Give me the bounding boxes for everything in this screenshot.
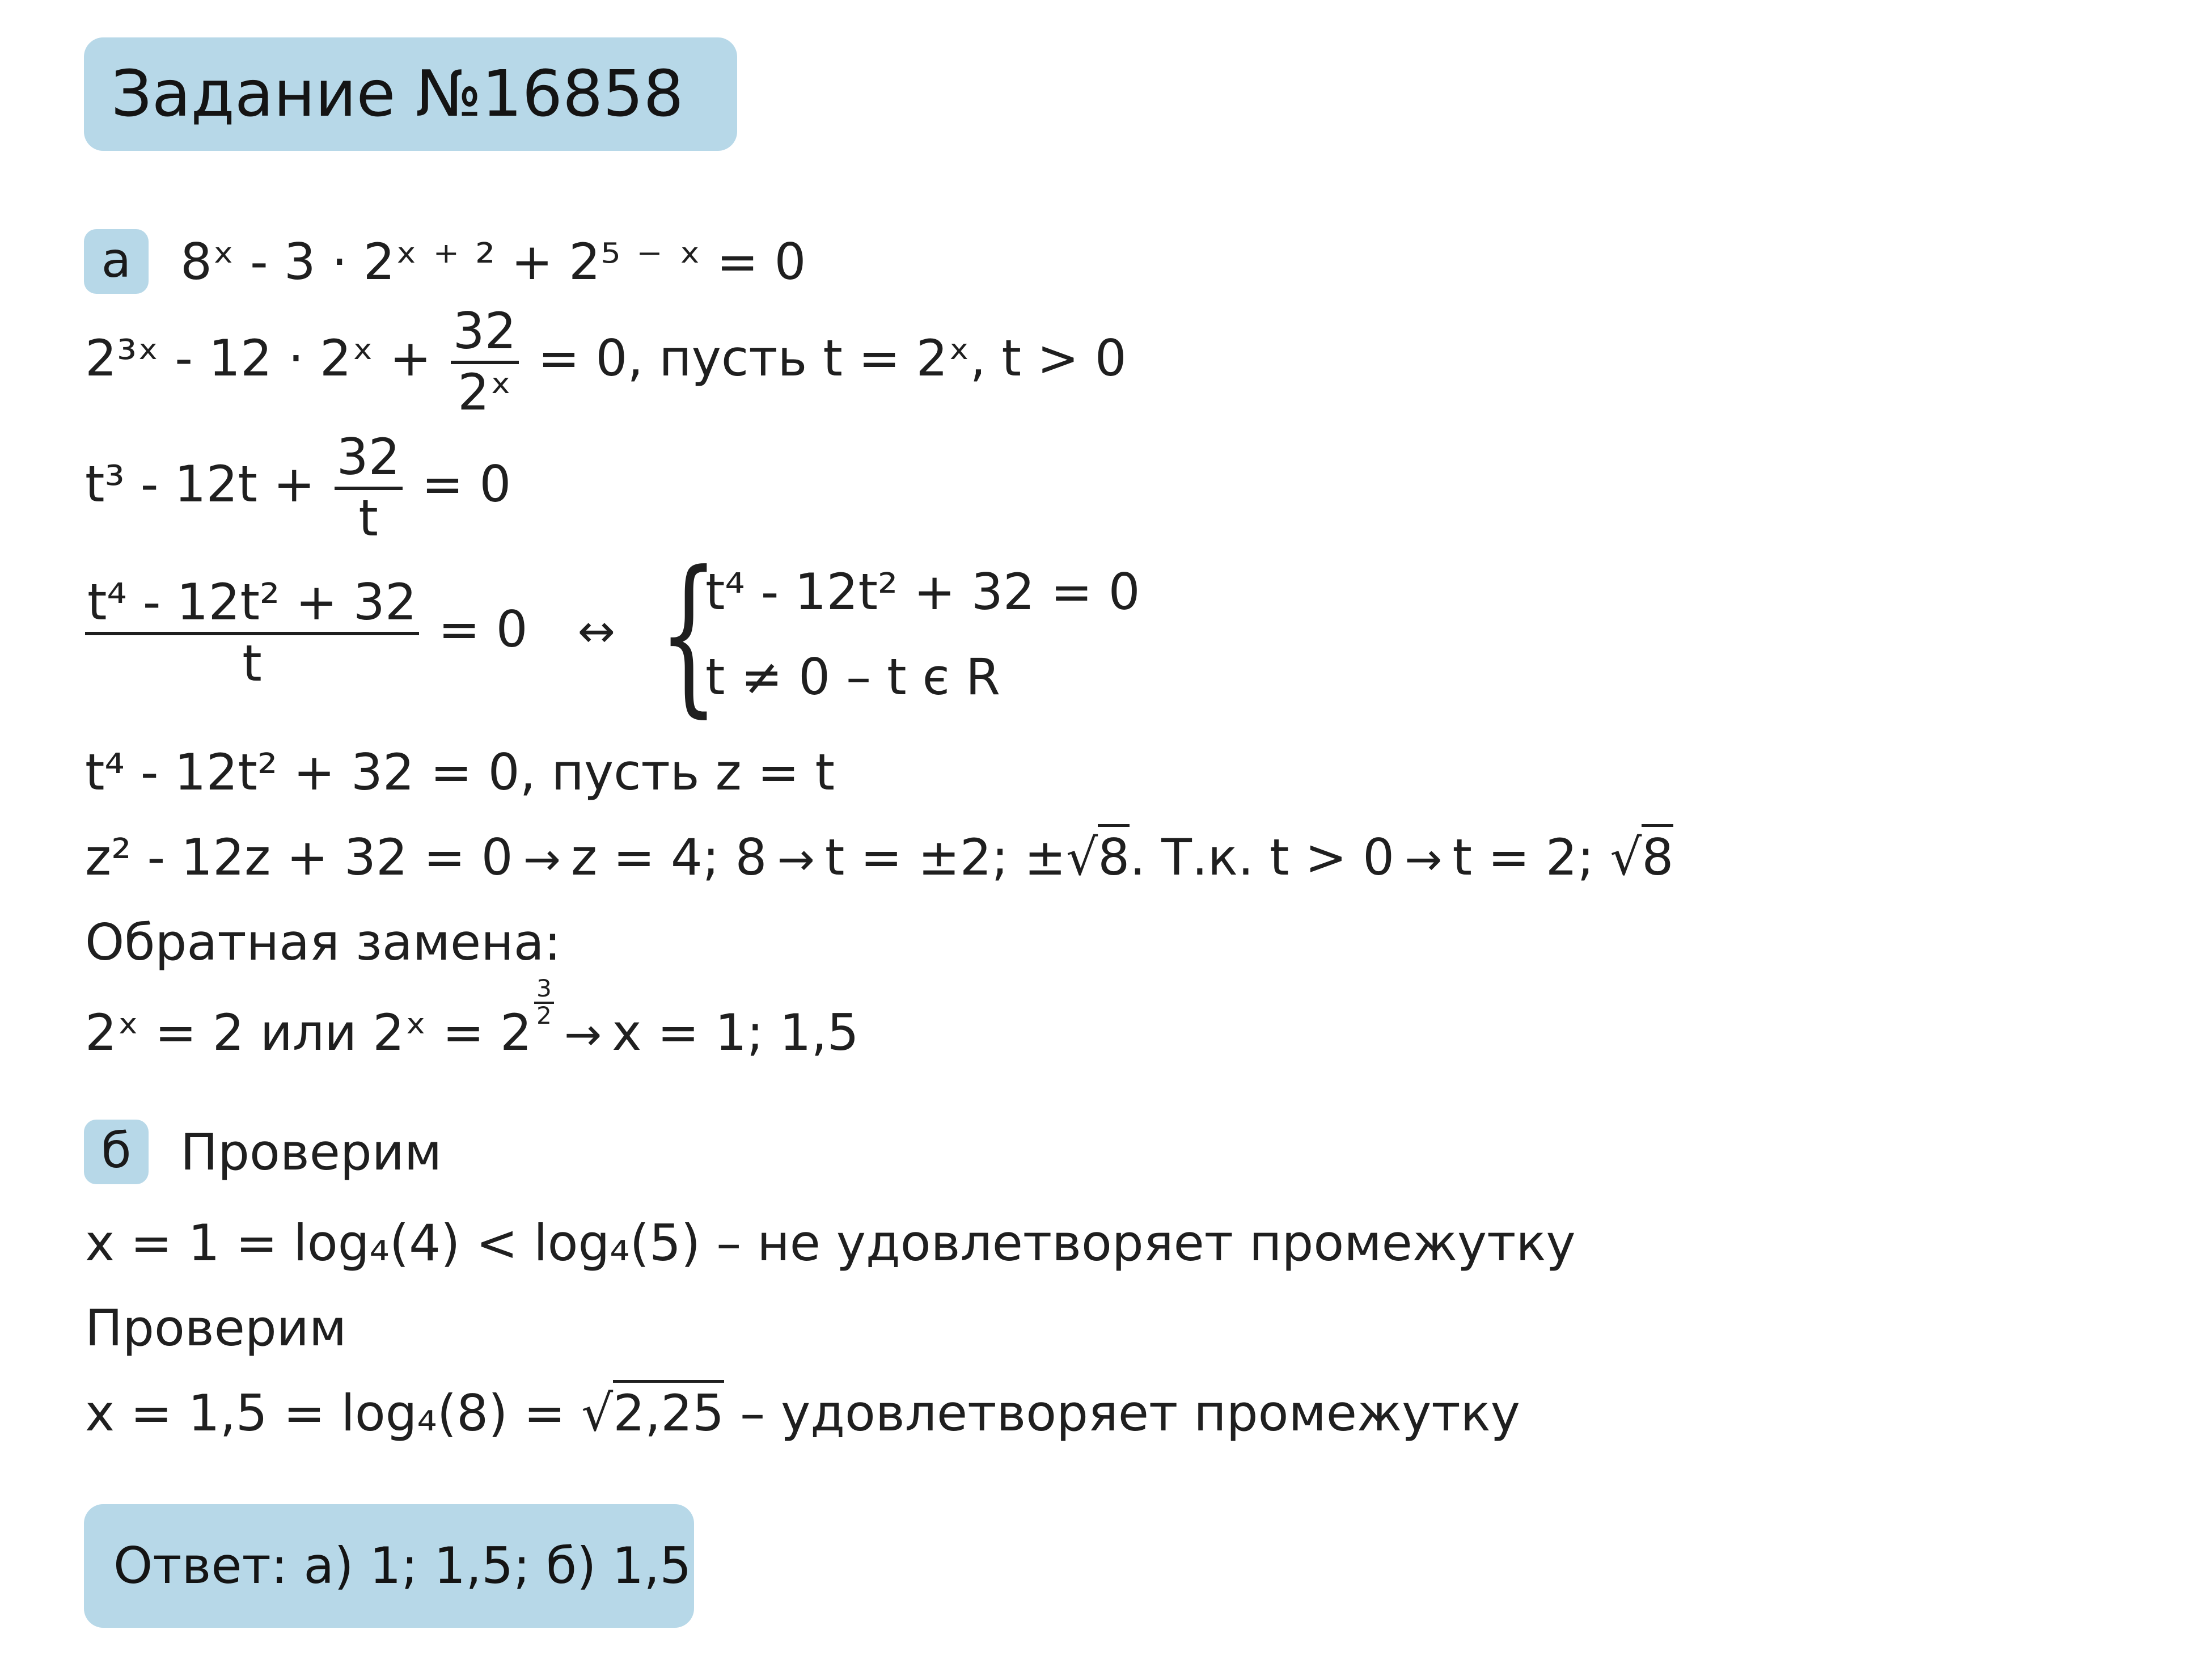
arrow-icon: →: [564, 1008, 602, 1061]
check-line-1: x = 1 = log₄(4) < log₄(5) – не удовлетворяет промежутку: [85, 1214, 1576, 1272]
answer-text: Ответ: а) 1; 1,5; б) 1,5: [113, 1536, 692, 1595]
check-label-1: Проверим: [180, 1123, 442, 1181]
exponent-denominator: 2: [536, 1001, 552, 1029]
back-substitution-label: Обратная замена:: [85, 913, 561, 972]
fraction-denominator: 2ˣ: [458, 363, 512, 421]
equation-6-part-2: z = 4; 8: [571, 828, 767, 886]
equation-4-fraction: [85, 573, 419, 693]
equation-2-fraction: [451, 302, 519, 421]
arrow-icon: →: [1405, 833, 1443, 885]
arrow-icon: →: [777, 833, 815, 885]
arrow-icon: →: [523, 833, 561, 885]
equivalence-arrow-icon: ↔: [577, 604, 615, 657]
sqrt-symbol: √: [1610, 828, 1642, 886]
equation-1: 8ˣ - 3 · 2ˣ ⁺ ² + 2⁵ ⁻ ˣ = 0: [180, 233, 806, 291]
page-title: Задание №16858: [111, 57, 684, 131]
equation-5: t⁴ - 12t² + 32 = 0, пусть z = t: [85, 743, 835, 801]
system-brace: {: [659, 535, 718, 733]
check-line-2-part-1: x = 1,5 = log₄(8) =: [85, 1384, 582, 1442]
part-b-label: б: [84, 1120, 149, 1184]
system-line-1: t⁴ - 12t² + 32 = 0: [705, 563, 1140, 621]
equation-7-part-1: 2ˣ = 2 или 2ˣ = 2: [85, 1003, 532, 1062]
fraction-denominator: t: [358, 489, 378, 547]
exponent-fraction: [534, 974, 554, 1029]
equation-3-left: t³ - 12t +: [85, 454, 315, 513]
part-a-label: а: [84, 229, 149, 294]
sqrt-radicand: 8: [1098, 824, 1130, 886]
check-line-2-part-2: – удовлетворяет промежутку: [724, 1384, 1520, 1442]
equation-3-fraction: [335, 428, 403, 547]
equation-2-left: 2³ˣ - 12 · 2ˣ +: [85, 328, 432, 387]
exponent-numerator: 3: [534, 977, 554, 1004]
equation-4-right: = 0: [438, 599, 528, 658]
equation-4: [85, 573, 625, 693]
system-line-2: t ≠ 0 – t є R: [705, 648, 1001, 706]
equation-2: [85, 302, 1127, 421]
equation-2-right: = 0, пусть t = 2ˣ, t > 0: [538, 328, 1127, 387]
check-label-2: Проверим: [85, 1299, 347, 1357]
sqrt-symbol: √: [1066, 828, 1098, 886]
sqrt-symbol: √: [581, 1384, 614, 1442]
equation-6-part-1: z² - 12z + 32 = 0: [85, 828, 513, 886]
fraction-numerator: t⁴ - 12t² + 32: [85, 577, 419, 635]
fraction-denominator: t: [242, 634, 262, 693]
equation-7: [85, 974, 859, 1062]
equation-6-part-4: . Т.к. t > 0: [1130, 828, 1395, 886]
equation-7-part-2: x = 1; 1,5: [612, 1003, 859, 1062]
equation-6: [85, 828, 1674, 886]
equation-3-right: = 0: [421, 454, 511, 513]
check-line-2: [85, 1384, 1520, 1442]
equation-3: [85, 428, 511, 547]
fraction-numerator: 32: [335, 432, 403, 490]
fraction-numerator: 32: [451, 306, 519, 364]
equation-6-part-5: t = 2;: [1452, 828, 1610, 886]
title-badge: [84, 37, 737, 151]
sqrt-radicand: 8: [1642, 824, 1673, 886]
answer-badge: [84, 1504, 694, 1628]
sqrt-radicand: 2,25: [613, 1380, 724, 1442]
equation-6-part-3: t = ±2; ±: [824, 828, 1067, 886]
